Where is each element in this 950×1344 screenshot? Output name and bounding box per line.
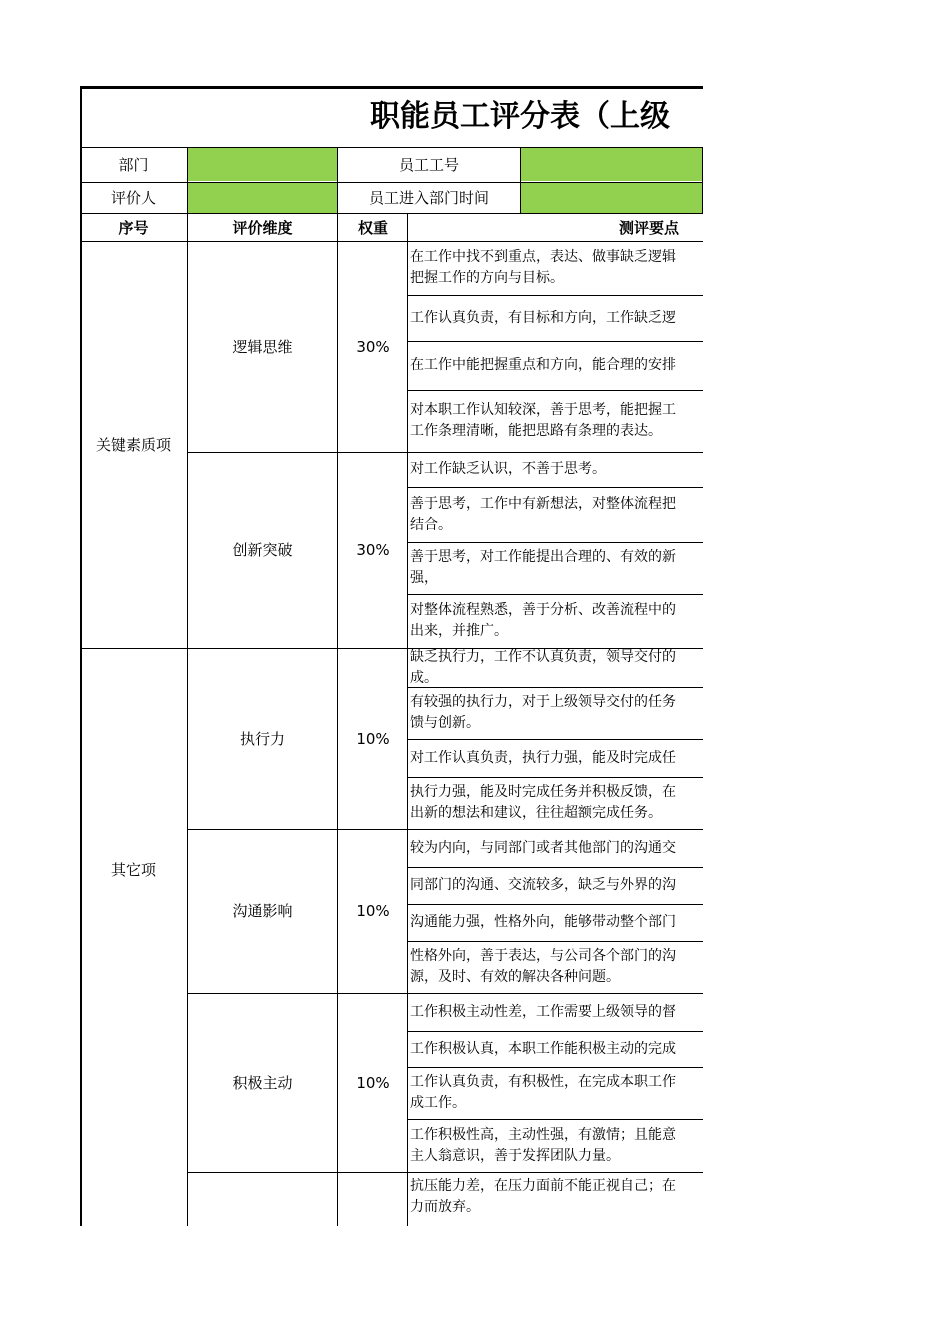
- point-text: 工作积极认真，本职工作能积极主动的完成: [410, 1040, 676, 1057]
- dept-input[interactable]: [188, 148, 337, 181]
- grid-line: [408, 1119, 703, 1120]
- point-text: 对工作缺乏认识，不善于思考。: [410, 461, 606, 477]
- point-text: 工作认真负责，有积极性，在完成本职工作 成工作。: [410, 1074, 676, 1111]
- point-text: 沟通能力强，性格外向，能够带动整个部门: [410, 914, 676, 930]
- grid-line: [408, 904, 703, 905]
- grid-line: [408, 1067, 703, 1068]
- grid-line: [408, 739, 703, 740]
- grid-line: [408, 941, 703, 942]
- dim-name: 沟通影响: [232, 902, 293, 920]
- dim-name: 逻辑思维: [232, 337, 293, 356]
- point-text: 善于思考，工作中有新想法，对整体流程把 结合。: [410, 495, 676, 533]
- point-text: 善于思考，对工作能提出合理的、有效的新 强，: [410, 549, 676, 586]
- point-text: 缺乏执行力，工作不认真负责，领导交付的 成。: [410, 648, 676, 686]
- dim-weight: 10%: [356, 902, 390, 920]
- grid-line: [408, 487, 703, 488]
- point-text: 工作积极性高，主动性强，有激情；且能意 主人翁意识，善于发挥团队力量。: [410, 1126, 676, 1164]
- grid-line: [408, 341, 703, 342]
- grid-line: [408, 777, 703, 778]
- evaluator-label: 评价人: [110, 188, 156, 207]
- point-text: 在工作中找不到重点，表达、做事缺乏逻辑 把握工作的方向与目标。: [410, 249, 676, 286]
- header-dimension: 评价维度: [232, 218, 293, 237]
- group-key-label: 关键素质项: [95, 435, 171, 454]
- header-seq: 序号: [118, 218, 149, 237]
- join-date-label: 员工进入部门时间: [368, 188, 489, 207]
- dim-name: 创新突破: [232, 541, 293, 559]
- point-text: 抗压能力差，在压力面前不能正视自己；在 力而放弃。: [410, 1178, 676, 1215]
- dim-weight: 30%: [356, 541, 390, 559]
- header-weight: 权重: [357, 218, 388, 237]
- grid-line: [188, 1172, 703, 1173]
- join-date-input[interactable]: [521, 183, 703, 213]
- emp-id-input[interactable]: [521, 148, 703, 181]
- point-text: 有较强的执行力，对于上级领导交付的任务 馈与创新。: [410, 694, 676, 731]
- grid-line: [337, 213, 338, 1226]
- grid-line: [337, 147, 338, 213]
- grid-line: [408, 295, 703, 296]
- dim-name: 积极主动: [232, 1073, 293, 1092]
- dim-name: 执行力: [239, 729, 285, 748]
- header-points: 测评要点: [619, 218, 680, 237]
- point-text: 性格外向，善于表达，与公司各个部门的沟 源，及时、有效的解决各种问题。: [410, 948, 676, 985]
- grid-line: [80, 648, 703, 649]
- point-text: 较为内向，与同部门或者其他部门的沟通交: [410, 839, 676, 856]
- point-text: 同部门的沟通、交流较多，缺乏与外界的沟: [410, 877, 676, 893]
- dim-weight: 10%: [356, 1073, 390, 1092]
- grid-line: [80, 241, 703, 242]
- grid-line: [408, 594, 703, 595]
- dim-weight: 30%: [356, 337, 390, 356]
- point-text: 工作认真负责，有目标和方向，工作缺乏逻: [410, 309, 676, 326]
- dim-weight: 10%: [356, 729, 390, 748]
- grid-line: [408, 1031, 703, 1032]
- point-text: 工作积极主动性差，工作需要上级领导的督: [410, 1003, 676, 1020]
- grid-line: [80, 86, 82, 1226]
- grid-line: [188, 829, 703, 830]
- grid-line: [408, 542, 703, 543]
- point-text: 对本职工作认知较深，善于思考，能把握工 工作条理清晰，能把思路有条理的表达。: [410, 402, 676, 439]
- grid-line: [188, 993, 703, 994]
- emp-id-label: 员工工号: [398, 155, 459, 174]
- sheet-title: 职能员工评分表（上级: [370, 98, 670, 134]
- grid-line: [408, 687, 703, 688]
- point-text: 对工作认真负责，执行力强，能及时完成任: [410, 749, 676, 766]
- grid-line: [80, 147, 703, 148]
- grid-line: [80, 213, 703, 214]
- grid-line: [408, 390, 703, 391]
- dept-label: 部门: [118, 155, 149, 174]
- grid-line: [188, 452, 703, 453]
- grid-line: [408, 867, 703, 868]
- point-text: 对整体流程熟悉，善于分析、改善流程中的 出来，并推广。: [410, 602, 676, 639]
- point-text: 在工作中能把握重点和方向，能合理的安排: [410, 357, 676, 373]
- group-other-label: 其它项: [110, 860, 156, 879]
- score-sheet: [80, 86, 703, 1226]
- point-text: 执行力强，能及时完成任务并积极反馈，在 出新的想法和建议，往往超额完成任务。: [410, 784, 676, 821]
- grid-line: [80, 182, 703, 183]
- grid-line: [80, 86, 703, 89]
- grid-line: [702, 147, 703, 213]
- grid-line: [187, 147, 188, 1226]
- evaluator-input[interactable]: [188, 183, 337, 213]
- grid-line: [520, 147, 521, 213]
- grid-line: [407, 213, 408, 1226]
